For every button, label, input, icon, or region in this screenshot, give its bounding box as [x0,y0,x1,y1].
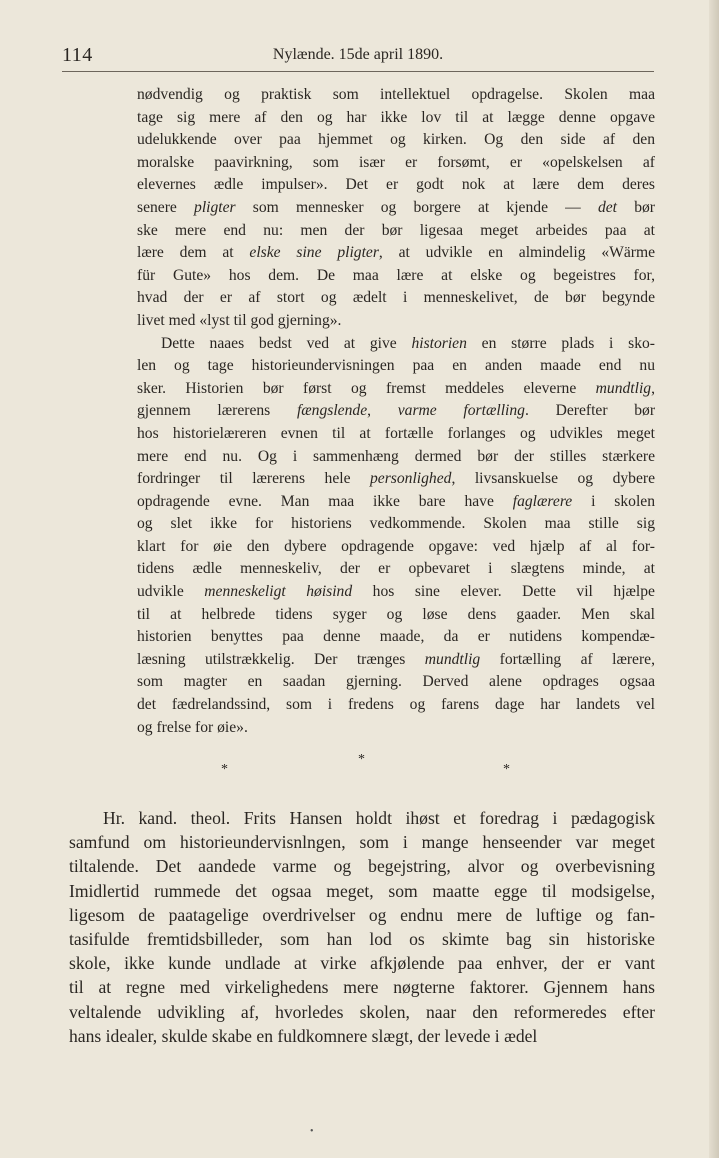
text-line [137,400,655,423]
emphasized-text: historien [411,334,467,352]
text-line: tiltalende. Det aandede varme og begejstring, alvor og overbevisning [69,856,655,877]
text-line: len og tage historieundervisningen paa en anden maade end nu [137,357,655,375]
paper-speck: • [310,1126,314,1137]
text-line: hans idealer, skulde skabe en fuldkomnere slægt, der levede i ædel [69,1025,538,1046]
text-line: tasifulde fremtidsbilleder, som han lod os skimte bag sin historiske [69,929,655,950]
text-line: tidens ædle menneskeliv, der er opbevaret i slægtens minde, at [137,560,655,578]
text-line: nødvendig og praktisk som intellektuel opdragelse. Skolen maa [137,86,655,103]
page-edge [709,0,719,1158]
text-run: , [367,402,398,420]
header-rule [62,71,654,72]
text-run: , at udvikle en almindelig «Wärme [378,244,655,262]
paragraph-historien [137,333,655,740]
page-number: 114 [62,44,93,66]
text-line [137,581,655,604]
emphasized-text: menneskeligt høisind [204,583,353,601]
emphasized-text: det [597,198,618,216]
text-run: en større plads i sko- [466,334,655,352]
text-line [137,649,655,672]
text-line: hos historielæreren evnen til at fortælle forlanges og udvikles meget [137,424,655,442]
separator-star: * [358,752,365,767]
running-title: Nylænde. 15de april 1890. [272,46,444,63]
text-run: , [651,379,655,397]
text-run: fordringer til lærerens hele [137,470,370,488]
paragraph-opdragelse [137,84,655,333]
text-line: og slet ikke for historiens vedkommende. Skolen maa stille sig [137,515,655,533]
text-line: til at regne med virkelighedens mere nøgterne faktorer. Gjennem hans [69,977,655,998]
text-line: ske mere end nu: men der bør ligesaa meget arbeides paa at [137,221,655,239]
text-line: til at helbrede tidens syger og løse dens gaader. Men skal [137,605,655,623]
text-line: som magter en saadan gjerning. Derved alene opdrages ogsaa [137,673,655,691]
emphasized-text: mundtlig [424,650,481,668]
text-line [137,468,655,491]
text-run: . Derefter bør [524,402,656,420]
text-line: og frelse for øie». [137,718,248,736]
text-run: gjennem lærerens [137,402,297,420]
emphasized-text: personlighed [370,470,452,488]
text-line: mere end nu. Og i sammenhæng dermed bør der stilles stærkere [137,447,655,465]
section-separator [0,752,719,784]
text-line: Hr. kand. theol. Frits Hansen holdt ihøst et foredrag i pædagogisk [103,808,655,828]
text-run: bør [617,198,656,216]
upper-text-column [137,84,655,739]
text-line: samfund om historieundervisnlngen, som i mange henseender var meget [69,832,655,853]
text-run: udvikle [137,583,205,601]
text-line [137,242,655,265]
text-line: klart for øie den dybere opdragende opgave: ved hjælp af al for- [137,537,655,555]
emphasized-text: varme fortælling [397,402,525,420]
text-line [137,491,655,514]
separator-star: * [503,762,510,777]
text-line: ligesom de paatagelige overdrivelser og endnu mere de luftige og fan- [69,904,655,925]
text-line: veltalende udvikling af, hvorledes skolen, naar den reformeredes efter [69,1001,655,1022]
text-line: tage sig mere af den og har ikke lov til at lægge denne opgave [137,108,655,126]
text-run: læsning utilstrækkelig. Der trænges [137,650,425,668]
text-line: skole, ikke kunde undlade at virke afkjølende paa enhver, der er vant [69,953,655,974]
text-run: Dette naaes bedst ved at give [161,334,412,352]
page-header [62,44,654,72]
emphasized-text: elske sine pligter [249,244,379,262]
emphasized-text: fængslende [296,402,368,420]
text-run: , livsanskuelse og dybere [451,470,655,488]
emphasized-text: pligter [194,198,236,216]
text-line: Imidlertid rummede det ogsaa meget, som maatte egge til modsigelse, [69,880,655,901]
text-run: opdragende evne. Man maa ikke bare have [137,492,513,510]
text-line: udelukkende over paa hjemmet og kirken. Og den side af den [137,131,655,149]
text-line: für Gute» hos dem. De maa lære at elske og begeistres for, [137,266,655,284]
text-line: elevernes ædle impulser». Det er godt nok at lære dem deres [137,176,655,194]
text-line: moralske paavirkning, som især er forsømt, er «opelskelsen af [137,153,655,171]
text-line [137,197,655,220]
text-line: livet med «lyst til god gjerning». [137,311,342,329]
text-run: lære dem at [137,244,250,262]
text-run: senere [137,198,195,216]
text-run: fortælling af lærere, [480,650,655,668]
text-run: hos sine elever. Dette vil hjælpe [352,583,655,601]
text-line: det fædrelandssind, som i fredens og farens dage har landets vel [137,696,655,714]
separator-star: * [221,762,228,777]
emphasized-text: mundtlig [595,379,652,397]
text-line [137,333,655,356]
text-run: i skolen [572,492,655,510]
text-line: historien benyttes paa denne maade, da er nutidens kompendæ- [137,628,655,646]
paragraph-frits-hansen [69,806,655,1048]
text-line: hvad der er af stort og ædelt i menneskelivet, de bør begynde [137,289,655,307]
emphasized-text: faglærere [512,492,573,510]
text-run: som mennesker og borgere at kjende — [235,198,598,216]
text-run: sker. Historien bør først og fremst meddeles eleverne [137,379,596,397]
text-line [137,378,655,401]
